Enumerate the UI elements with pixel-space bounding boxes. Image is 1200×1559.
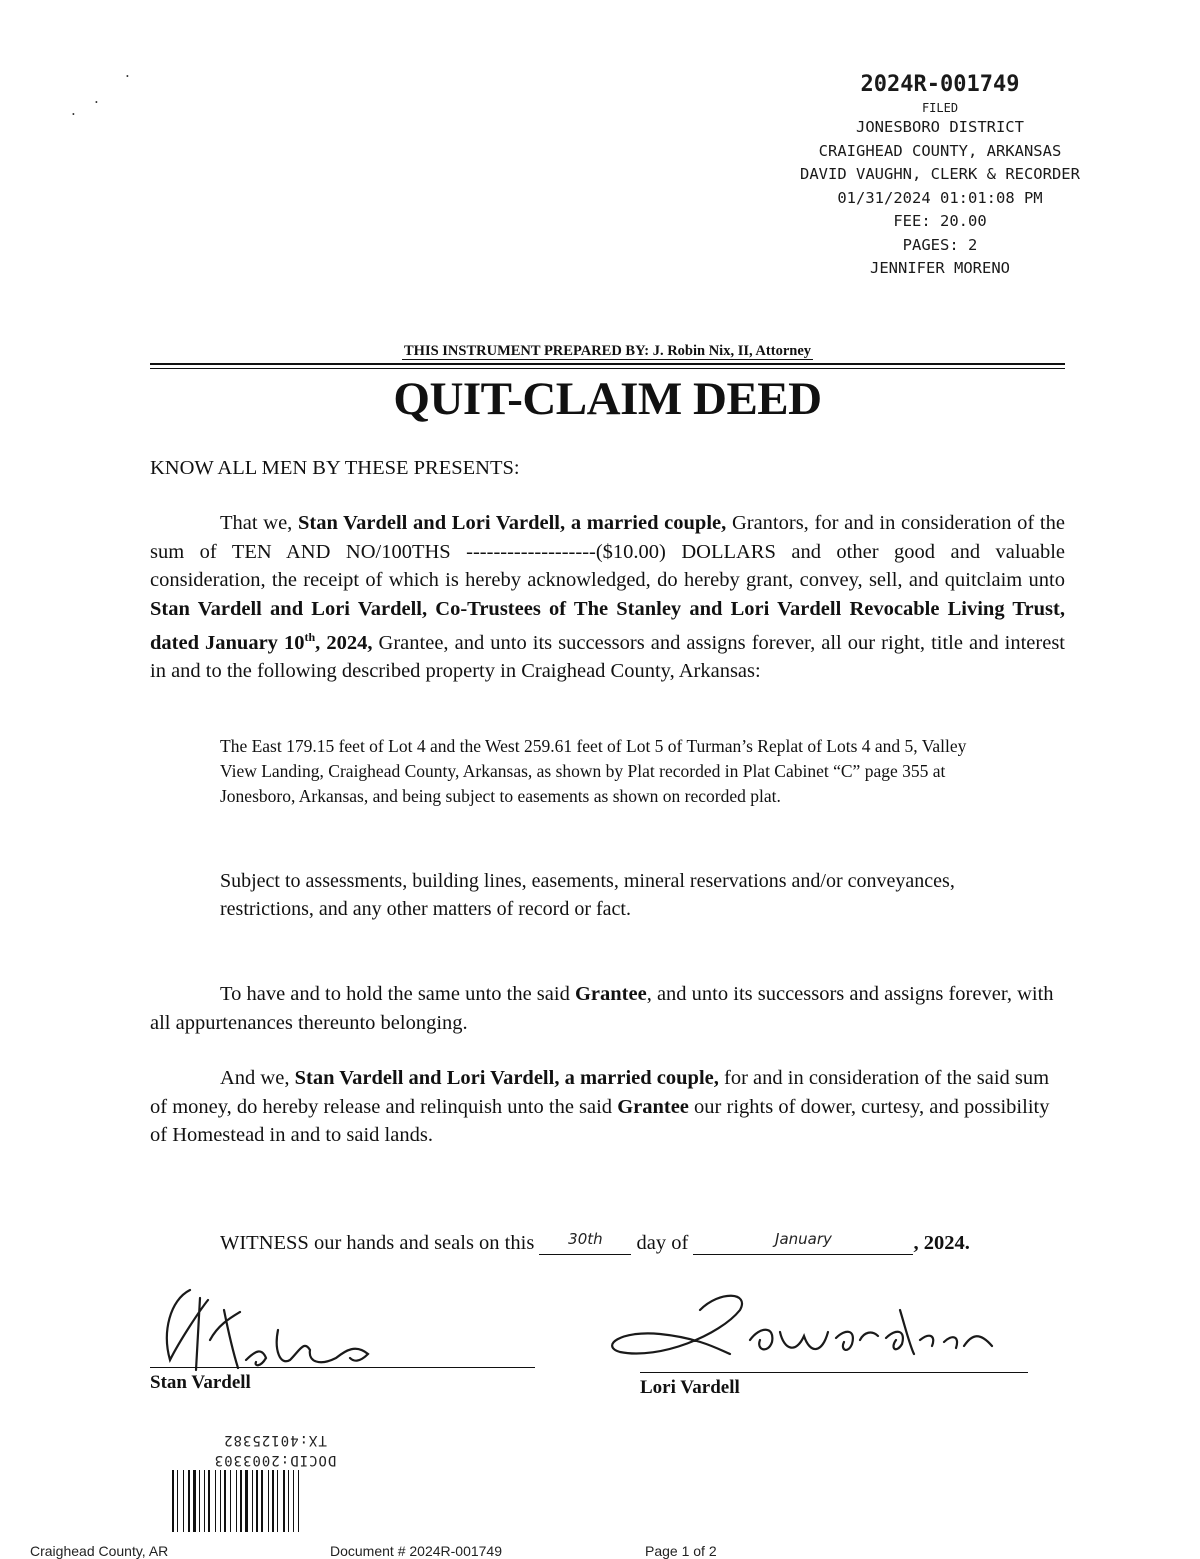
barcode bbox=[170, 1470, 380, 1532]
barcode-bar bbox=[177, 1470, 178, 1532]
signature-lori-vardell bbox=[600, 1280, 1000, 1370]
fee: FEE: 20.00 bbox=[893, 212, 987, 230]
habendum-paragraph: To have and to hold the same unto the said Grantee, and unto its successors and assigns forever, with all appurtenances thereunto belonging. bbox=[150, 983, 1054, 1034]
barcode-bar bbox=[236, 1470, 237, 1532]
scan-speck: • bbox=[126, 72, 129, 81]
header-rule bbox=[150, 363, 1065, 365]
signer-name: Lori Vardell bbox=[640, 1377, 740, 1398]
header-rule bbox=[150, 368, 1065, 369]
barcode-bar bbox=[193, 1470, 196, 1532]
barcode-block bbox=[170, 1432, 380, 1532]
day-blank bbox=[539, 1230, 631, 1255]
opening-line: KNOW ALL MEN BY THESE PRESENTS: bbox=[150, 457, 520, 479]
handwritten-month: January bbox=[775, 1230, 832, 1248]
witness-line: WITNESS our hands and seals on this 30th day of January , 2024. bbox=[220, 1230, 970, 1254]
subject-to-clause: Subject to assessments, building lines, easements, mineral reservations and/or conveyances, restrictions, and any other matters of record or fact. bbox=[220, 870, 955, 920]
recorder-name: JENNIFER MORENO bbox=[870, 259, 1010, 277]
county: CRAIGHEAD COUNTY, ARKANSAS bbox=[818, 141, 1062, 160]
barcode-bar bbox=[288, 1470, 289, 1532]
barcode-bar bbox=[268, 1470, 269, 1532]
barcode-bar bbox=[261, 1470, 263, 1532]
barcode-bar bbox=[208, 1470, 210, 1532]
barcode-bar bbox=[183, 1470, 184, 1532]
barcode-bar bbox=[215, 1470, 216, 1532]
scan-speck: • bbox=[95, 98, 98, 107]
handwritten-day: 30th bbox=[568, 1230, 603, 1248]
release-paragraph: And we, Stan Vardell and Lori Vardell, a married couple, for and in consideration of the said sum of money, do hereby release and relinquish unto the said Grantee our rights of dower, curtesy, and possibility of Homestead in and to said lands. bbox=[150, 1067, 1050, 1146]
barcode-bar bbox=[256, 1470, 258, 1532]
barcode-docid: DOCID:2003303 bbox=[213, 1452, 337, 1468]
prepared-by: THIS INSTRUMENT PREPARED BY: J. Robin Nix, II, Attorney bbox=[404, 343, 811, 359]
page-count: PAGES: 2 bbox=[902, 235, 978, 254]
clerk: DAVID VAUGHN, CLERK & RECORDER bbox=[800, 165, 1080, 183]
signature-line bbox=[640, 1372, 1028, 1373]
barcode-bar bbox=[240, 1470, 242, 1532]
barcode-bar bbox=[252, 1470, 253, 1532]
signer-name: Stan Vardell bbox=[150, 1372, 251, 1393]
barcode-bar bbox=[230, 1470, 231, 1532]
filed-label: FILED bbox=[921, 101, 959, 115]
scan-speck: • bbox=[72, 110, 75, 119]
barcode-bar bbox=[272, 1470, 274, 1532]
barcode-bar bbox=[224, 1470, 226, 1532]
signature-stan-vardell bbox=[150, 1270, 400, 1375]
barcode-bar bbox=[293, 1470, 294, 1532]
barcode-bar bbox=[298, 1470, 299, 1532]
record-number: 2024R-001749 bbox=[860, 72, 1020, 97]
recording-stamp bbox=[760, 70, 1120, 281]
barcode-bar bbox=[277, 1470, 278, 1532]
footer-document-number: Document # 2024R-001749 bbox=[330, 1543, 503, 1559]
footer-county: Craighead County, AR bbox=[30, 1543, 169, 1559]
signature-line bbox=[150, 1367, 535, 1368]
grantee-trust: Stan Vardell and Lori Vardell, Co-Trustees of The Stanley and Lori Vardell Revocable Living Trust, dated January 10th, 2024, bbox=[150, 597, 1065, 654]
barcode-bar bbox=[172, 1470, 174, 1532]
barcode-bar bbox=[245, 1470, 248, 1532]
district: JONESBORO DISTRICT bbox=[856, 118, 1024, 136]
filed-datetime: 01/31/2024 01:01:08 PM bbox=[837, 188, 1043, 207]
barcode-bar bbox=[199, 1470, 200, 1532]
month-blank bbox=[693, 1230, 913, 1255]
barcode-bar bbox=[188, 1470, 190, 1532]
legal-description: The East 179.15 feet of Lot 4 and the West 259.61 feet of Lot 5 of Turman’s Replat of Lots 4 and 5, Valley View Landing, Craighead County, Arkansas, as shown by Plat recorded in Plat Cabinet “C” page 355 at Jonesboro, Arkansas, and being subject to easements as shown on recorded plat. bbox=[220, 736, 967, 806]
footer-page-number: Page 1 of 2 bbox=[645, 1543, 717, 1559]
document-title: QUIT-CLAIM DEED bbox=[393, 373, 822, 425]
barcode-bar bbox=[204, 1470, 205, 1532]
barcode-bar bbox=[283, 1470, 285, 1532]
grantors: Stan Vardell and Lori Vardell, a married couple, bbox=[297, 512, 727, 534]
conveyance-paragraph: That we, Stan Vardell and Lori Vardell, a married couple, Grantors, for and in consideration of the sum of TEN AND NO/100THS -------------------($10.00) DOLLARS and other good and valuable consideration, the receipt of which is hereby acknowledged, do hereby grant, convey, sell, and quitclaim unto Stan Vardell and Lori Vardell, Co-Trustees of The Stanley and Lori Vardell Revocable Living Trust, dated January 10th, 2024, Grantee, and unto its successors and assigns forever, all our right, title and interest in and to the following described property in Craighead County, Arkansas: bbox=[150, 512, 1066, 683]
barcode-bar bbox=[220, 1470, 221, 1532]
barcode-tx: TX:40125382 bbox=[223, 1432, 327, 1448]
